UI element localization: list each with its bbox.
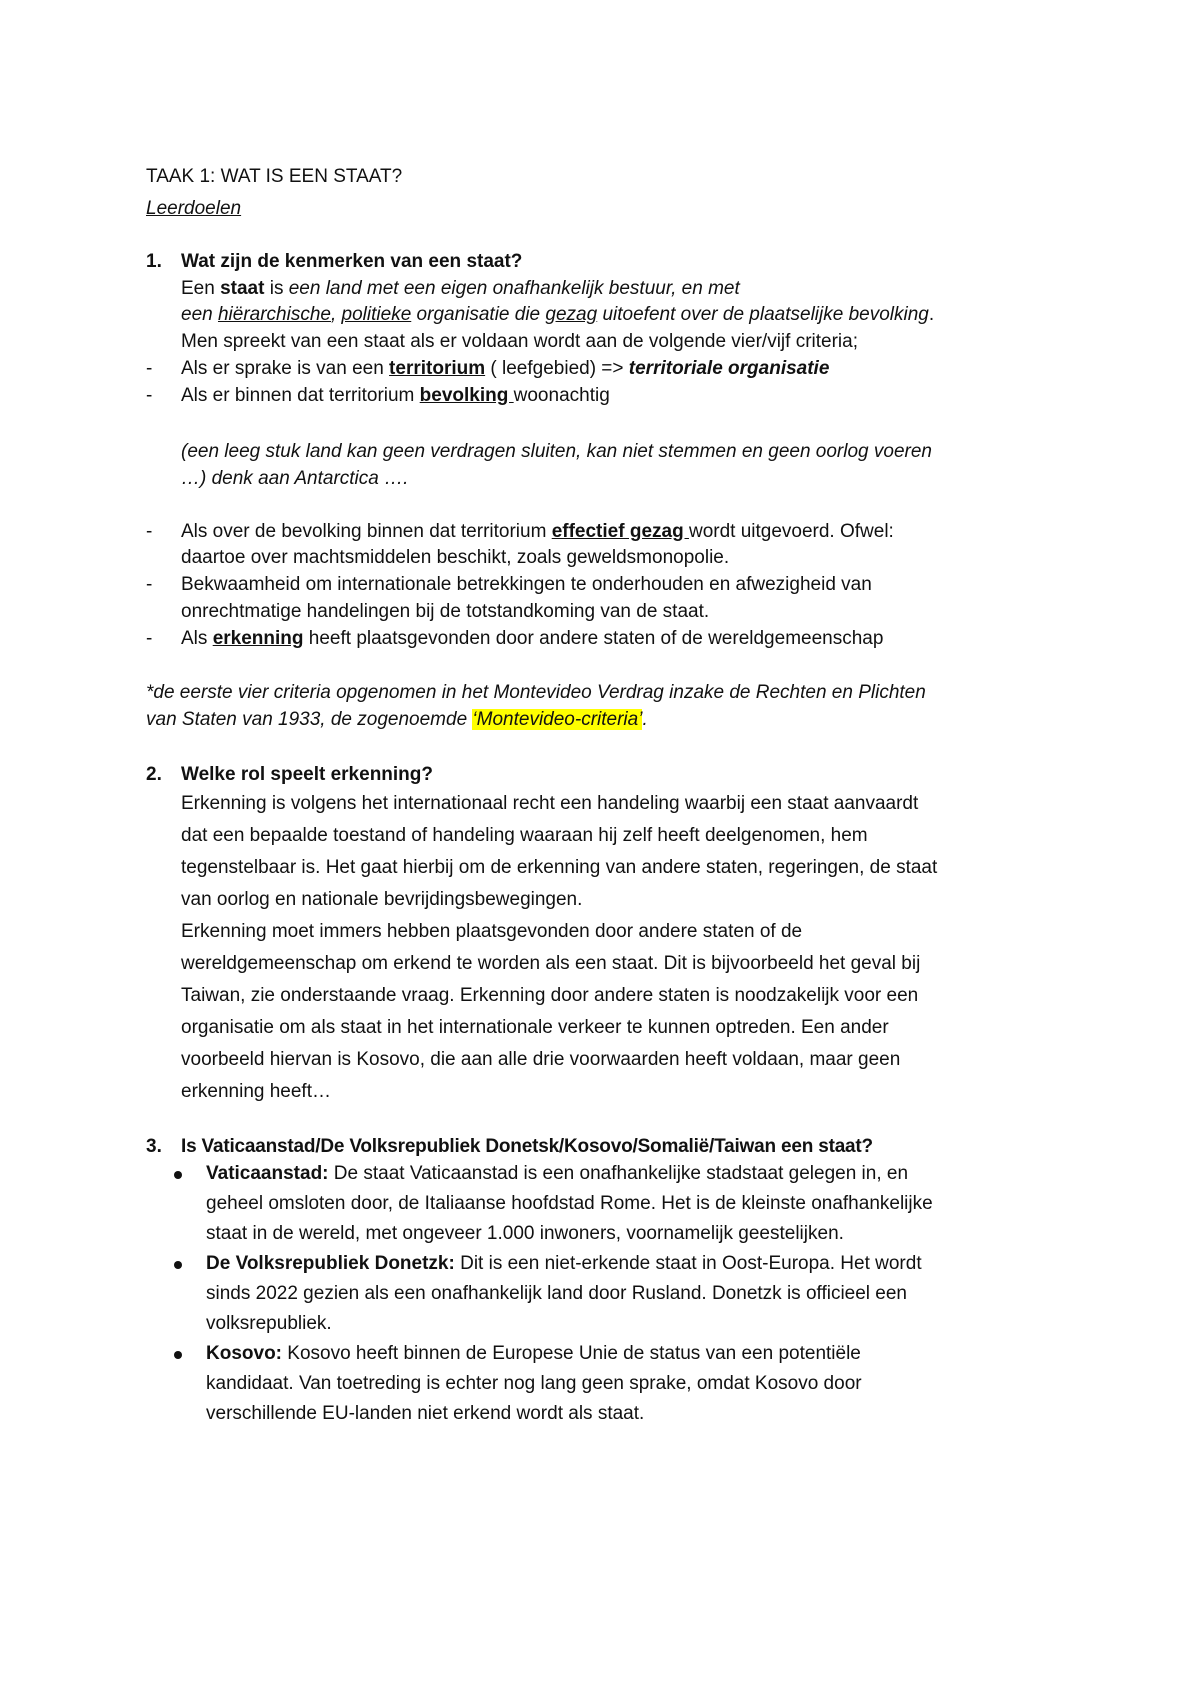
q3-item-donetzk-line-3: volksrepubliek. <box>206 1313 332 1334</box>
criterion-4-line-1: Bekwaamheid om internationale betrekkingen te onderhouden en afwezigheid van <box>181 574 872 595</box>
dash: - <box>146 521 153 542</box>
q2-paragraph-line: wereldgemeenschap om erkend te worden als een staat. Dit is bijvoorbeeld het geval bij <box>181 953 921 974</box>
q3-item-kosovo-line-2: kandidaat. Van toetreding is echter nog lang geen sprake, omdat Kosovo door <box>206 1373 862 1394</box>
q2-question: Welke rol speelt erkenning? <box>181 764 434 785</box>
q3-number: 3. <box>146 1136 162 1157</box>
bullet-icon <box>174 1351 182 1359</box>
q1-definition-line-1: Een staat is een land met een eigen onafhankelijk bestuur, en met <box>181 278 740 299</box>
q1-number: 1. <box>146 251 162 272</box>
q3-question: Is Vaticaanstad/De Volksrepubliek Donetsk/Kosovo/Somalië/Taiwan een staat? <box>181 1136 873 1157</box>
q3-item-vaticaanstad-line-1: Vaticaanstad: De staat Vaticaanstad is een onafhankelijke stadstaat gelegen in, en <box>206 1163 909 1184</box>
criterion-3-line-1: Als over de bevolking binnen dat territorium effectief gezag wordt uitgevoerd. Ofwel: <box>181 521 894 542</box>
q2-paragraph-line: tegenstelbaar is. Het gaat hierbij om de erkenning van andere staten, regeringen, de staat <box>181 857 938 878</box>
q3-item-vaticaanstad-line-2: geheel omsloten door, de Italiaanse hoofdstad Rome. Het is de kleinste onafhankelijke <box>206 1193 933 1214</box>
q1-question: Wat zijn de kenmerken van een staat? <box>181 251 523 272</box>
dash: - <box>146 574 153 595</box>
criterion-5: Als erkenning heeft plaatsgevonden door andere staten of de wereldgemeenschap <box>181 628 884 649</box>
note-line-1: (een leeg stuk land kan geen verdragen sluiten, kan niet stemmen en geen oorlog voeren <box>181 441 932 462</box>
criterion-4-line-2: onrechtmatige handelingen bij de totstandkoming van de staat. <box>181 601 710 622</box>
q3-item-kosovo-line-3: verschillende EU-landen niet erkend wordt als staat. <box>206 1403 645 1424</box>
dash: - <box>146 358 153 379</box>
criterion-3-line-2: daartoe over machtsmiddelen beschikt, zoals geweldsmonopolie. <box>181 547 730 568</box>
q3-item-donetzk-line-2: sinds 2022 gezien als een onafhankelijk land door Rusland. Donetzk is officieel een <box>206 1283 907 1304</box>
subtitle: Leerdoelen <box>146 198 242 219</box>
criterion-2: Als er binnen dat territorium bevolking woonachtig <box>181 385 610 406</box>
q3-item-kosovo-line-1: Kosovo: Kosovo heeft binnen de Europese Unie de status van een potentiële <box>206 1343 861 1364</box>
q3-item-donetzk-line-1: De Volksrepubliek Donetzk: Dit is een niet-erkende staat in Oost-Europa. Het wordt <box>206 1253 922 1274</box>
criterion-1: Als er sprake is van een territorium ( leefgebied) => territoriale organisatie <box>181 358 830 379</box>
bullet-icon <box>174 1261 182 1269</box>
note-line-2: …) denk aan Antarctica …. <box>181 468 409 489</box>
dash: - <box>146 385 153 406</box>
q3-item-vaticaanstad-line-3: staat in de wereld, met ongeveer 1.000 inwoners, voornamelijk geestelijken. <box>206 1223 844 1244</box>
q2-paragraph-line: dat een bepaalde toestand of handeling waaraan hij zelf heeft deelgenomen, hem <box>181 825 868 846</box>
q2-paragraph-line: Taiwan, zie onderstaande vraag. Erkenning door andere staten is noodzakelijk voor een <box>181 985 919 1006</box>
q2-paragraph-line: voorbeeld hiervan is Kosovo, die aan alle drie voorwaarden heeft voldaan, maar geen <box>181 1049 901 1070</box>
q2-paragraph-line: van oorlog en nationale bevrijdingsbewegingen. <box>181 889 583 910</box>
q2-paragraph-line: Erkenning is volgens het internationaal recht een handeling waarbij een staat aanvaardt <box>181 793 919 814</box>
document-title: TAAK 1: WAT IS EEN STAAT? <box>146 166 403 187</box>
q2-paragraph-line: organisatie om als staat in het internationale verkeer te kunnen optreden. Een ander <box>181 1017 889 1038</box>
dash: - <box>146 628 153 649</box>
criteria-intro: Men spreekt van een staat als er voldaan wordt aan de volgende vier/vijf criteria; <box>181 331 858 352</box>
footnote-line-1: *de eerste vier criteria opgenomen in het Montevideo Verdrag inzake de Rechten en Plichten <box>146 682 926 703</box>
footnote-line-2: van Staten van 1933, de zogenoemde ‘Montevideo-criteria’. <box>146 709 648 730</box>
q1-definition-line-2: een hiërarchische, politieke organisatie die gezag uitoefent over de plaatselijke bevolking. <box>181 304 935 325</box>
q2-paragraph-line: Erkenning moet immers hebben plaatsgevonden door andere staten of de <box>181 921 803 942</box>
highlighted-term: ‘Montevideo-criteria’ <box>472 709 643 730</box>
q2-number: 2. <box>146 764 162 785</box>
q2-paragraph-line: erkenning heeft… <box>181 1081 331 1102</box>
bullet-icon <box>174 1171 182 1179</box>
